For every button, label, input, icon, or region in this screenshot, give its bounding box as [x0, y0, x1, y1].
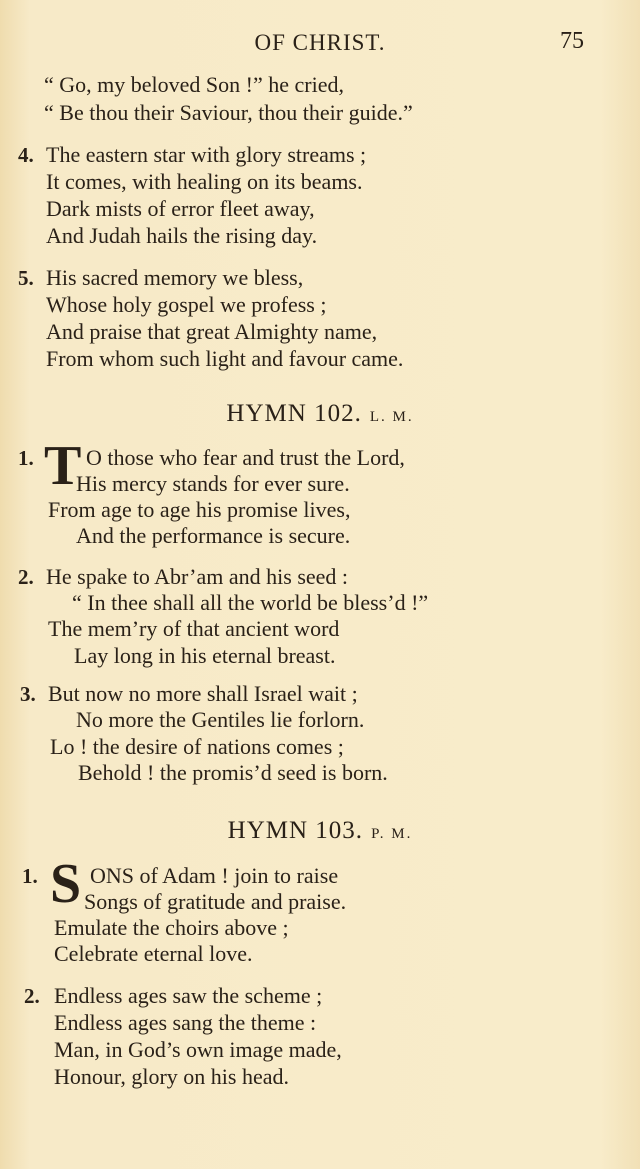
hymn-title: [0, 817, 640, 845]
stanza-number: 5.: [18, 266, 34, 290]
verse-line: Man, in God’s own image made,: [54, 1037, 342, 1062]
stanza-number: 1.: [18, 446, 34, 470]
verse-line: It comes, with healing on its beams.: [46, 169, 363, 194]
verse-line: And the performance is secure.: [76, 523, 351, 548]
stanza-number: 2.: [24, 984, 40, 1008]
verse-line: Whose holy gospel we profess ;: [46, 292, 327, 317]
verse-line: Emulate the choirs above ;: [54, 915, 289, 940]
stanza-number: 4.: [18, 143, 34, 167]
verse-line: From whom such light and favour came.: [46, 346, 404, 371]
verse-line: But now no more shall Israel wait ;: [48, 681, 358, 706]
drop-cap: T: [44, 435, 82, 497]
verse-line: “ Go, my beloved Son !” he cried,: [44, 72, 344, 97]
verse-line: “ In thee shall all the world be bless’d !”: [72, 590, 429, 615]
verse-line: ONS of Adam ! join to raise: [90, 863, 339, 888]
hymn-number: HYMN 103.: [227, 817, 364, 844]
verse-line: Behold ! the promis’d seed is born.: [78, 760, 388, 785]
stanza-number: 3.: [20, 682, 36, 706]
hymn-meter: L. M.: [369, 409, 414, 425]
verse-line: No more the Gentiles lie forlorn.: [76, 707, 365, 732]
verse-line: Endless ages saw the scheme ;: [54, 983, 323, 1008]
verse-line: Celebrate eternal love.: [54, 941, 253, 966]
verse-line: From age to age his promise lives,: [48, 497, 351, 522]
verse-line: The mem’ry of that ancient word: [48, 616, 340, 641]
verse-line: The eastern star with glory streams ;: [46, 142, 367, 167]
stanza-number: 2.: [18, 565, 34, 589]
verse-line: His mercy stands for ever sure.: [76, 471, 350, 496]
verse-line: Honour, glory on his head.: [54, 1064, 289, 1089]
hymn-title: [0, 400, 640, 428]
verse-line: And Judah hails the rising day.: [46, 223, 318, 248]
stanza-number: 1.: [22, 864, 38, 888]
verse-line: Dark mists of error fleet away,: [46, 196, 315, 221]
verse-line: Endless ages sang the theme :: [54, 1010, 317, 1035]
verse-line: Lo ! the desire of nations comes ;: [50, 734, 344, 759]
drop-cap: S: [50, 853, 82, 915]
page-number: 75: [560, 28, 584, 54]
verse-line: He spake to Abr’am and his seed :: [46, 564, 349, 589]
verse-line: “ Be thou their Saviour, thou their guide.”: [44, 100, 413, 125]
hymn-meter: P. M.: [371, 826, 413, 842]
verse-line: Lay long in his eternal breast.: [74, 643, 336, 668]
verse-line: His sacred memory we bless,: [46, 265, 304, 290]
hymn-number: HYMN 102.: [226, 400, 362, 427]
verse-line: And praise that great Almighty name,: [46, 319, 378, 344]
verse-line: Songs of gratitude and praise.: [84, 889, 347, 914]
verse-line: O those who fear and trust the Lord,: [86, 445, 405, 470]
running-head: OF CHRIST.: [254, 30, 386, 55]
